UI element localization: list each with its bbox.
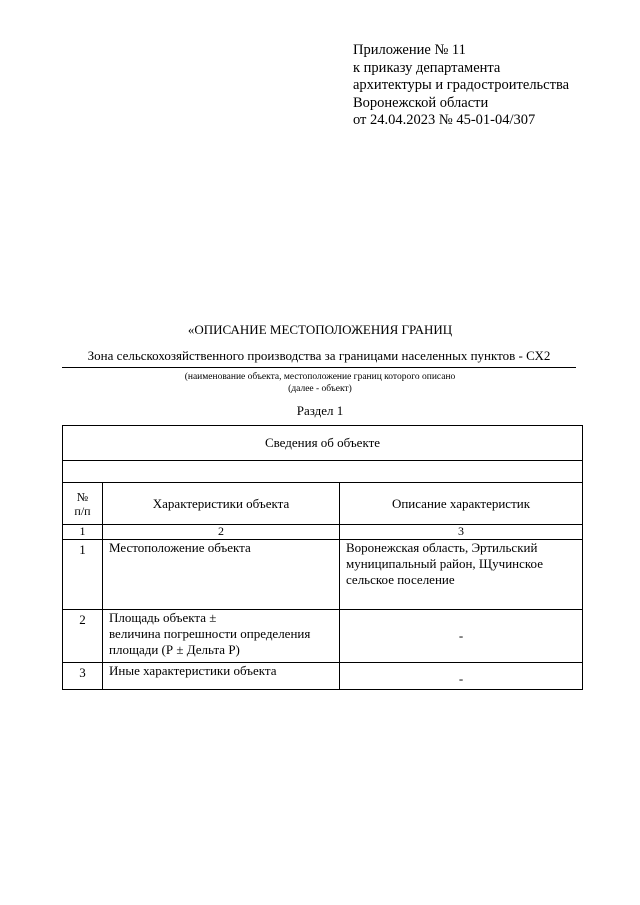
table-header-row [63,483,583,525]
row-description-line: муниципальный район, Щучинское [346,556,543,571]
appendix-line: Воронежской области [353,94,489,111]
row-characteristic: Иные характеристики объекта [103,663,340,690]
row-number: 3 [63,663,103,690]
row-description-line: сельское поселение [346,572,455,587]
appendix-line: к приказу департамента [353,59,501,76]
row-characteristic-line: Площадь объекта ± [109,610,217,625]
appendix-line: архитектуры и градостроительства [353,77,570,93]
row-description-line: Воронежская область, Эртильский [346,540,538,555]
table-caption: Сведения об объекте [63,426,583,461]
row-characteristic [103,610,340,663]
index-cell: 1 [63,525,103,540]
object-name: Зона сельскохозяйственного производства за границами населенных пунктов - СХ2 [87,348,551,363]
row-characteristic-line: величина погрешности определения [109,626,311,641]
row-characteristic: Местоположение объекта [103,540,340,610]
index-cell: 2 [103,525,340,540]
row-description: - [340,610,583,663]
object-name-underline [62,367,576,368]
appendix-block [353,42,569,130]
table-empty-row [63,461,583,483]
header-characteristics: Характеристики объекта [103,483,340,525]
object-note-line-2: (далее - объект) [288,384,352,394]
row-description [340,540,583,610]
header-number-abbr: п/п [74,503,91,518]
row-number: 2 [63,610,103,663]
object-info-table [62,425,583,690]
index-cell: 3 [340,525,583,540]
header-number-symbol: № [76,489,89,504]
row-characteristic-line: площади (Р ± Дельта Р) [109,642,240,657]
header-description: Описание характеристик [340,483,583,525]
row-description: - [340,663,583,690]
object-note-line-1: (наименование объекта, местоположение границ которого описано [184,372,456,382]
table-index-row [63,525,583,540]
table-row [63,540,583,610]
appendix-line: от 24.04.2023 № 45-01-04/307 [353,112,536,128]
header-number [63,483,103,525]
row-number: 1 [63,540,103,610]
appendix-line: Приложение № 11 [353,42,466,58]
table-caption-row [63,426,583,461]
table-row [63,663,583,690]
table-row [63,610,583,663]
empty-cell [63,461,583,483]
document-title: «ОПИСАНИЕ МЕСТОПОЛОЖЕНИЯ ГРАНИЦ [187,322,453,337]
section-title: Раздел 1 [296,403,344,418]
